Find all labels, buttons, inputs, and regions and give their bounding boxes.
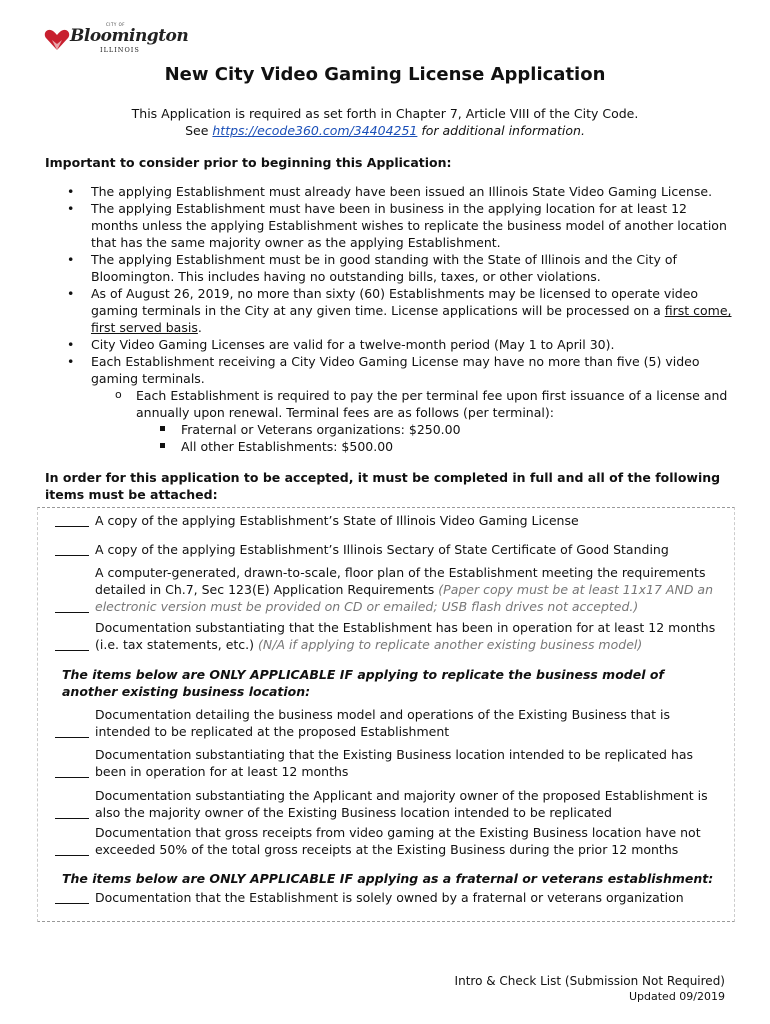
list-item: • City Video Gaming Licenses are valid for a twelve-month period (May 1 to April 30). [45,336,735,353]
fee-sublist [91,387,735,455]
page-title: New City Video Gaming License Application [164,64,606,85]
important-heading: Important to consider prior to beginning this Application: [45,155,452,170]
checkbox-blank[interactable] [55,612,89,613]
intro [0,105,770,139]
list-item: Fraternal or Veterans organizations: $250.00 [136,421,735,438]
checkbox-blank[interactable] [55,818,89,819]
intro-see-line [0,122,770,139]
checkbox-blank[interactable] [55,855,89,856]
checklist-item [55,746,725,780]
ecode-link[interactable]: https://ecode360.com/34404251 [212,123,418,138]
fee-text: Each Establishment is required to pay the per terminal fee upon first issuance of a license and annually upon renewal. Terminal fees are as follows (per terminal): [136,388,728,420]
intro-line: This Application is required as set forth in Chapter 7, Article VIII of the City Code. [131,106,639,121]
item-text [95,564,725,615]
checklist-item [55,889,725,906]
footer-updated: Updated 09/2019 [628,990,725,1003]
attachments-heading: In order for this application to be accepted, it must be completed in full and all of the following items must be attached: [45,470,721,502]
list-item: All other Establishments: $500.00 [136,438,735,455]
list-item [45,285,735,336]
item-text: Documentation substantiating that the Existing Business location intended to be replicated has been in operation for at least 12 months [95,747,694,779]
requirements-list [45,183,735,455]
b4-end: . [197,320,202,335]
item-text: Documentation detailing the business model and operations of the Existing Business that is intended to be replicated at the proposed Establishment [95,707,671,739]
item-text: Documentation that gross receipts from video gaming at the Existing Business location have not exceeded 50% of the total gross receipts at the Existing Business during the prior 12 months [95,825,701,857]
replicate-heading: The items below are ONLY APPLICABLE IF applying to replicate the business model of another existing business location: [62,667,664,699]
checkbox-blank[interactable] [55,903,89,904]
item-text: Documentation that the Establishment is solely owned by a fraternal or veterans organization [95,890,684,905]
fraternal-heading: The items below are ONLY APPLICABLE IF applying as a fraternal or veterans establishment: [62,871,714,886]
checklist-item [55,564,725,615]
list-item: • The applying Establishment must have been in business in the applying location for at least 12 months unless the applying Establishment wishes to replicate the business model of another location that has the same majority owner as the applying Establishment. [45,200,735,251]
checklist-item [55,787,725,821]
checklist-item [55,512,725,529]
city-logo [44,22,189,58]
checkbox-blank[interactable] [55,650,89,651]
floor-plan-note: (Paper copy must be at least 11x17 AND an electronic version must be provided on CD or emailed; USB flash drives not accepted.) [95,582,714,614]
checkbox-blank[interactable] [55,737,89,738]
list-item: • The applying Establishment must already have been issued an Illinois State Video Gaming License. [45,183,735,200]
footer-title: Intro & Check List (Submission Not Required) [454,974,725,988]
see-after-text: for additional information. [417,123,585,138]
floor-plan-text: A computer-generated, drawn-to-scale, floor plan of the Establishment meeting the requirements detailed in Ch.7, Sec 123(E) Application Requirements [95,565,706,597]
heart-logo-icon [44,28,70,52]
list-item [91,387,735,455]
checklist-item [55,706,725,740]
checklist-item [55,619,725,653]
logo-top-text: CITY OF [106,22,126,27]
checklist-item [55,824,725,858]
b4-text: As of August 26, 2019, no more than sixty (60) Establishments may be licensed to operate video gaming terminals in the City at any given time. License applications will be processed on a [91,286,699,318]
b6-text: Each Establishment receiving a City Video Gaming License may have no more than five (5) video gaming terminals. [91,354,700,386]
first-come-text: first come, first served basis [91,303,732,335]
list-item [45,353,735,455]
checkbox-blank[interactable] [55,526,89,527]
checklist-item [55,541,725,558]
operation-text: Documentation substantiating that the Establishment has been in operation for at least 12 months (i.e. tax statements, etc.) [95,620,716,652]
logo-name: Bloomington [70,26,189,46]
item-text: A copy of the applying Establishment’s State of Illinois Video Gaming License [95,513,579,528]
item-text [95,619,725,653]
checkbox-blank[interactable] [55,777,89,778]
item-text: A copy of the applying Establishment’s Illinois Sectary of State Certificate of Good Standing [95,542,669,557]
checkbox-blank[interactable] [55,555,89,556]
item-text: Documentation substantiating the Applicant and majority owner of the proposed Establishment is also the majority owner of the Existing Business location intended to be replicated [95,788,708,820]
fee-list [136,421,735,455]
logo-state: ILLINOIS [100,46,140,54]
page-footer [455,973,725,1005]
operation-note: (N/A if applying to replicate another existing business model) [258,637,643,652]
list-item: • The applying Establishment must be in good standing with the State of Illinois and the City of Bloomington. This includes having no outstanding bills, taxes, or other violations. [45,251,735,285]
see-text: See [185,123,213,138]
